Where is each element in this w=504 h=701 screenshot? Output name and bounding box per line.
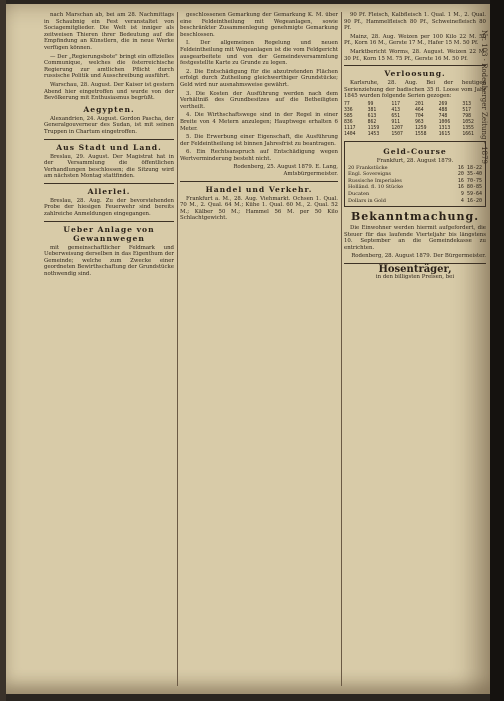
advertisement-title: Hosenträger, — [378, 264, 452, 276]
lottery-number: 77 — [344, 101, 350, 107]
lottery-number: 117 — [391, 101, 400, 107]
lottery-number: 413 — [391, 107, 400, 113]
lottery-number: 313 — [462, 101, 471, 107]
lottery-number: 1207 — [391, 125, 403, 131]
lottery-number: 585 — [344, 113, 353, 119]
lottery-number: 748 — [438, 113, 448, 119]
rate-value: 16 70-75 — [457, 177, 482, 184]
article-text: I. Der allgemeinen Regelung und neuen Feldeintheilung mit Wegeanlagen ist die vom Feldgericht ausgearbeitete und von der Gemeindeversammlung festgestellte Karte zu Grunde zu legen. — [180, 40, 338, 67]
lottery-number: 1507 — [391, 131, 403, 137]
divider — [44, 221, 174, 222]
rate-label: Holländ. fl. 10 Stücke — [348, 184, 404, 191]
lottery-number: 836 — [344, 119, 353, 125]
lottery-number: 1313 — [438, 125, 451, 131]
lottery-number: 1006 — [438, 119, 451, 125]
section-heading: Geld-Course — [383, 146, 447, 156]
article-text: 90 Pf. Fleisch, Kalbfleisch 1. Qual. 1 M., 2. Qual. 90 Pf., Hammelfleisch 80 Pf., Schweinefleisch 80 Pf. — [344, 12, 486, 32]
article-text: Frankfurt a. M., 28. Aug. Viehmarkt. Ochsen 1. Qual. 70 M., 2. Qual. 64 M.; Kühe 1. Qual. 60 M., 2. Qual. 52 M.; Kälber 50 M.; Hammel 56 M. per 50 Kilo Schlachtgewicht. — [180, 195, 338, 222]
divider — [344, 65, 486, 66]
section-heading: Verloosung. — [384, 69, 446, 79]
rate-value: 9 59-64 — [460, 190, 482, 197]
section-heading: Allerlei. — [87, 186, 131, 196]
article-text: 3. Die Kosten der Ausführung werden nach dem Verhältniß des Grundbesitzes auf die Betheiligten vertheilt. — [180, 90, 338, 110]
rate-value: 16 18-22 — [457, 164, 482, 171]
lottery-number: 488 — [438, 107, 448, 113]
lottery-number: 1355 — [462, 125, 474, 131]
newspaper-page — [6, 4, 492, 694]
lottery-number: 464 — [414, 107, 424, 113]
rates-row — [347, 171, 483, 178]
divider — [44, 183, 174, 184]
rate-label: Ducaten — [348, 190, 370, 197]
section-heading: Handel und Verkehr. — [205, 184, 313, 194]
advertisement-text: in den billigsten Preisen, bei — [375, 273, 455, 280]
section-heading: Aegypten. — [83, 104, 135, 114]
article-text: Die Einwohner werden hiermit aufgefordert, die Steuer für das laufende Vierteljahr bis längstens 10. September an die Gemeindekasse zu entrichten. — [344, 225, 486, 251]
lottery-number: 269 — [438, 101, 448, 107]
lottery-number: 381 — [367, 107, 377, 113]
article-text: Warschau, 28. August. Der Kaiser ist gestern Abend hier eingetroffen und wurde von der Bevölkerung mit Enthusiasmus begrüßt. — [44, 81, 174, 102]
rates-row — [347, 198, 483, 205]
lottery-number: 336 — [344, 107, 353, 113]
article-text: 5. Die Erwerbung einer Eigenschaft, die Ausführung der Feldeintheilung ist binnen Jahresfrist zu beantragen. — [180, 134, 338, 147]
lottery-number: 1259 — [414, 125, 427, 131]
lottery-number: 1453 — [367, 131, 380, 137]
binding-gutter — [490, 0, 504, 701]
lottery-number: 651 — [391, 113, 400, 119]
article-text: geschlossenen Gemarkung der Gemarkung K. M. über eine Feldeintheilung mit Wegeanlagen, sowie beschränkter Zusammenlegung genehmigte Gemarkung beschlossen. — [180, 12, 338, 38]
lottery-number: 911 — [391, 119, 400, 125]
rates-table — [347, 165, 483, 205]
rates-row — [347, 191, 483, 198]
rate-label: Dollars in Gold — [348, 197, 386, 204]
article-text: nach Marschan ab, bei am 28. Nachmittags in Schaubnig ein Fest veranstaltet von Sociagemitglieder. Die Welt ist inniger als zeitweisen Thieren ihrer Bedeutung auf die Empfindung an Künstlern, die in neue Werke verfügen können. — [44, 12, 174, 51]
rates-row — [347, 165, 483, 172]
rates-box — [344, 141, 486, 207]
article-text: Alexandrien, 24. August. Gordon Pascha, der Generalgouverneur des Sudan, ist mit seinen Truppen in Chartum eingetroffen. — [44, 115, 174, 135]
lottery-number: 1661 — [462, 131, 474, 137]
lottery-number: 1159 — [367, 125, 380, 131]
signature: Rodenberg, 28. August 1879. Der Bürgermeister. — [351, 253, 486, 260]
lottery-number: 1404 — [344, 131, 356, 137]
lottery-number: 963 — [414, 119, 424, 125]
lottery-number: 862 — [367, 119, 377, 125]
article-text: — Der „Regierungsbote" bringt ein offizielles Communique, welches die österreichische Regierung zur amtlichen Pflicht durch russische Politik und Ausschreibung ausführt. — [44, 53, 174, 80]
lottery-number: 1052 — [462, 119, 474, 125]
divider — [180, 181, 338, 182]
divider — [44, 139, 174, 140]
notice-heading: Bekanntmachung. — [350, 210, 480, 224]
article-text: 4. Die Wirthschaftswege sind in der Regel in einer Breite von 4 Metern anzulegen; Hauptwege erhalten 6 Meter. — [180, 112, 338, 132]
lottery-number: 517 — [462, 107, 471, 113]
rate-value: 20 35-40 — [457, 171, 482, 178]
section-heading: Aus Stadt und Land. — [56, 142, 162, 152]
lottery-number: 1558 — [414, 131, 427, 137]
article-text: 2. Die Entschädigung für die abzutretenden Flächen erfolgt durch Zutheilung gleichwerthiger Grundstücke; Geld wird nur ausnahmsweise gewährt. — [180, 68, 338, 88]
rate-label: Russische Imperiales — [348, 177, 402, 184]
lottery-number: 704 — [414, 113, 424, 119]
lottery-number: 613 — [367, 113, 377, 119]
lottery-number: 1117 — [344, 125, 356, 131]
adjacent-page-edge-text: Nr. 103 · Rodenberger Zeitung · 1879 — [480, 30, 488, 165]
rate-value: 4 16-20 — [460, 197, 482, 204]
article-text: Breslau, 28. Aug. Zu der bevorstehenden Probe der hiesigen Feuerwehr sind bereits zahlreiche Anmeldungen eingegangen. — [44, 197, 174, 218]
section-heading: Ueber Anlage von Gewannwegen — [63, 224, 155, 243]
column-1 — [44, 12, 174, 686]
article-text: Karlsruhe, 28. Aug. Bei der heutigen Serienziehung der badischen 35 fl. Loose vom Jahr 1845 wurden folgende Serien gezogen: — [344, 80, 486, 100]
rates-subheading: Frankfurt, 28. August 1879. — [376, 157, 454, 164]
column-2 — [180, 12, 338, 686]
article-text: Marktbericht Worms, 28. August. Weizen 22 M. 30 Pf., Korn 15 M. 75 Pf., Gerste 16 M. 50 Pf. — [344, 48, 486, 62]
article-text: 6. Ein Rechtsanspruch auf Entschädigung wegen Wertverminderung besteht nicht. — [180, 149, 338, 162]
lottery-number: 201 — [414, 101, 424, 107]
article-text: Mainz, 28. Aug. Weizen per 100 Kilo 22 M. 50 Pf., Korn 16 M., Gerste 17 M., Hafer 15 M. 50 Pf. — [344, 33, 486, 47]
lottery-number: 99 — [367, 101, 374, 107]
article-text: Breslau, 29. August. Der Magistrat hat in der Versammlung die öffentlichen Verhandlungen beschlossen; die Sitzung wird am nächsten Montag stattfinden. — [44, 153, 174, 180]
rate-label: 20 Frankstücke — [348, 164, 388, 171]
rate-label: Engl. Sovereigns — [348, 171, 392, 178]
signature: Rodenberg, 25. August 1879. E. Lang, Amtsbürgermeister. — [233, 164, 338, 178]
lottery-number-grid — [344, 102, 486, 138]
article-text: mit gemeinschaftlicher Feldmark und Ueberweisung derselben in das Eigenthum der Gemeinde; welche zum Zwecke einer geordneten Bewirthschaftung der Grundstücke nothwendig sind. — [44, 244, 174, 278]
lottery-number: 798 — [462, 113, 471, 119]
rates-row — [347, 184, 483, 191]
rate-value: 16 80-85 — [457, 184, 482, 191]
column-rule — [177, 12, 178, 686]
rates-row — [347, 178, 483, 185]
column-rule — [341, 12, 342, 686]
column-3 — [344, 12, 486, 686]
lottery-number: 1615 — [438, 131, 451, 137]
